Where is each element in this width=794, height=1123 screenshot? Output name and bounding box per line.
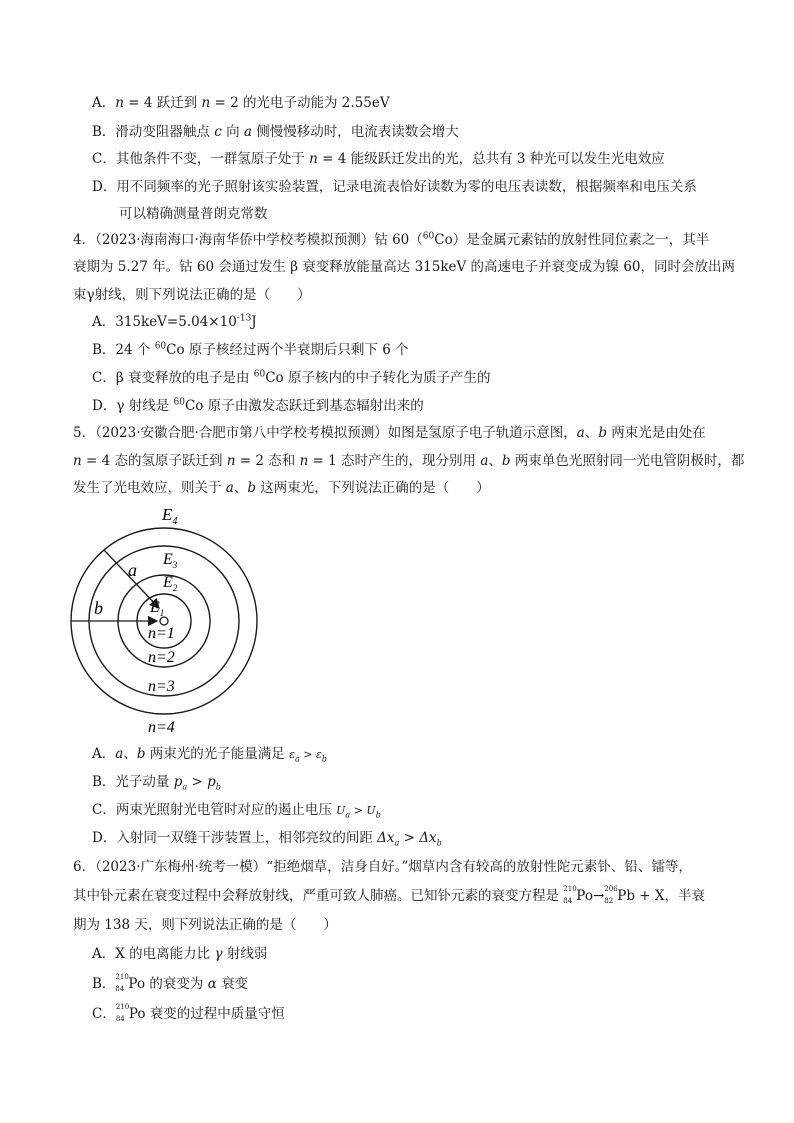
q6-stem-line3: 期为 138 天，则下列说法正确的是（ ） <box>73 917 337 933</box>
q4-stem-line3: 束γ射线，则下列说法正确的是（ ） <box>73 287 311 303</box>
q5-option-c[interactable]: C．两束光照射光电管时对应的遏止电压 $U_a > U_b$ <box>92 802 381 820</box>
label-b: b <box>94 598 103 618</box>
q4-option-d[interactable]: D．γ 射线是 $^{60}$Co 原子由激发态跃迁到基态辐射出来的 <box>92 397 424 414</box>
q4-stem-line1: 4．（2023·海南海口·海南华侨中学校考模拟预测）钴 60（$^{60}$Co）是金属元素钴的放射性同位素之一，其半 <box>73 231 710 248</box>
q4-option-b[interactable]: B．24 个 $^{60}$Co 原子核经过两个半衰期后只剩下 6 个 <box>92 341 409 358</box>
q4-option-a[interactable]: A．$315keV=5.04\times 10^{-13}J$ <box>92 313 257 330</box>
q6-option-a[interactable]: A．X 的电离能力比 γ 射线弱 <box>92 946 268 962</box>
q6-option-c[interactable]: C． 210 84 Po 衰变的过程中质量守恒 <box>92 1003 285 1023</box>
label-e1: $E_1$ <box>150 599 165 618</box>
label-e4: $E_4$ <box>162 505 178 527</box>
q3-option-d[interactable]: D．用不同频率的光子照射该实验装置，记录电流表恰好读数为零的电压表读数，根据频率和电压关系 <box>92 179 697 195</box>
label-e3: $E_3$ <box>163 551 178 570</box>
q3-option-d-cont: 可以精确测量普朗克常数 <box>119 206 268 222</box>
label-e2: $E_2$ <box>163 574 178 593</box>
q5-stem-line3: 发生了光电效应，则关于 a、b 这两束光，下列说法正确的是（ ） <box>73 480 490 496</box>
q5-option-d[interactable]: D．入射同一双缝干涉装置上，相邻亮纹的间距 $\Delta x_a > \Delta x_b$ <box>92 830 442 848</box>
q5-option-a[interactable]: A．a、b 两束光的光子能量满足 $\varepsilon_a > \varepsilon_b$ <box>92 746 327 764</box>
label-a: a <box>128 560 137 580</box>
label-n1: n=1 <box>148 625 175 642</box>
label-n4: n=4 <box>148 719 175 736</box>
q3-option-a[interactable]: A．n = 4 跃迁到 n = 2 的光电子动能为 2.55eV <box>92 95 390 111</box>
q5-stem-line1: 5．（2023·安徽合肥·合肥市第八中学校考模拟预测）如图是氢原子电子轨道示意图，a、b 两束光是由处在 <box>73 425 706 441</box>
q4-stem-line2: 衰期为 5.27 年。钴 60 会通过发生 β 衰变释放能量高达 315keV 的高速电子并衰变成为镍 60，同时会放出两 <box>73 259 736 275</box>
q6-option-b[interactable]: B． 210 84 Po 的衰变为 α 衰变 <box>92 973 249 993</box>
q3-option-b[interactable]: B．滑动变阻器触点 c 向 a 侧慢慢移动时，电流表读数会增大 <box>92 124 459 140</box>
q3-option-c[interactable]: C．其他条件不变，一群氢原子处于 n = 4 能级跃迁发出的光，总共有 3 种光可以发生光电效应 <box>92 151 665 167</box>
q5-stem-line2: n = 4 态的氢原子跃迁到 n = 2 态和 n = 1 态时产生的，现分别用 a、b 两束单色光照射同一光电管阴极时，都 <box>73 453 745 469</box>
nucleus <box>160 617 168 625</box>
q4-option-c[interactable]: C．β 衰变释放的电子是由 $^{60}$Co 原子核内的中子转化为质子产生的 <box>92 369 491 386</box>
q5-option-b[interactable]: B．光子动量 $p_a > p_b$ <box>92 774 221 792</box>
label-n2: n=2 <box>148 649 175 666</box>
q6-stem-line2: 其中钋元素在衰变过程中会释放射线，严重可致人肺癌。已知钋元素的衰变方程是 210 84 Po→ 206 82 Pb + X，半衰 <box>73 885 706 905</box>
q6-stem-line1: 6．（2023·广东梅州·统考一模）“拒绝烟草，洁身自好。”烟草内含有较高的放射性陀元素钋、铅、镭等， <box>73 859 692 875</box>
hydrogen-orbit-diagram <box>66 500 266 740</box>
label-n3: n=3 <box>148 678 175 695</box>
